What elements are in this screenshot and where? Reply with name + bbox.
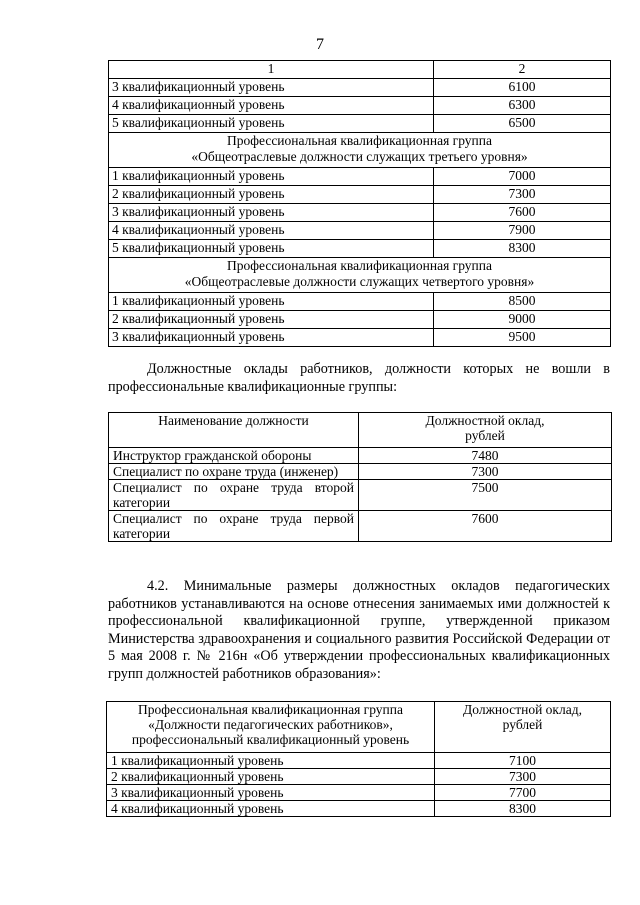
- qualification-level: 3 квалификационный уровень: [109, 204, 434, 222]
- table-row: [109, 293, 611, 311]
- table-row: [109, 186, 611, 204]
- table-row: [109, 311, 611, 329]
- salary-value: 8300: [434, 240, 611, 258]
- salary-value: 7600: [434, 204, 611, 222]
- group-subtitle: «Общеотраслевые должности служащих четвертого уровня»: [184, 274, 535, 289]
- table-row: [109, 464, 612, 480]
- salary-value: 9000: [434, 311, 611, 329]
- qualification-level: 1 квалификационный уровень: [107, 753, 435, 769]
- salary-value: 7300: [435, 769, 611, 785]
- position-name: Инструктор гражданской обороны: [109, 448, 359, 464]
- table-header-row: [109, 61, 611, 79]
- qualification-level: 2 квалификационный уровень: [109, 311, 434, 329]
- table-row: [109, 222, 611, 240]
- salary-value: 7000: [434, 168, 611, 186]
- salary-value: 8300: [435, 801, 611, 817]
- header-position: Наименование должности: [109, 413, 359, 448]
- table-row: [109, 240, 611, 258]
- salary-value: 7700: [435, 785, 611, 801]
- qualification-level: 2 квалификационный уровень: [107, 769, 435, 785]
- table-header-row: [109, 413, 612, 448]
- group-subtitle: «Общеотраслевые должности служащих третьего уровня»: [191, 149, 528, 164]
- salary-value: 7300: [359, 464, 612, 480]
- salary-value: 7100: [435, 753, 611, 769]
- header-salary: Должностной оклад, рублей: [435, 702, 611, 753]
- salary-table-pedagogical: [106, 701, 611, 817]
- qualification-level: 3 квалификационный уровень: [109, 329, 434, 347]
- salary-value: 7600: [359, 511, 612, 542]
- table-header-row: [107, 702, 611, 753]
- position-name: Специалист по охране труда первой категории: [109, 511, 359, 542]
- qualification-level: 5 квалификационный уровень: [109, 240, 434, 258]
- table-row: [109, 168, 611, 186]
- salary-value: 7500: [359, 480, 612, 511]
- group-title: Профессиональная квалификационная группа: [227, 133, 492, 148]
- table-row: [107, 785, 611, 801]
- salary-value: 8500: [434, 293, 611, 311]
- qualification-level: 3 квалификационный уровень: [109, 79, 434, 97]
- table-row: [107, 801, 611, 817]
- position-name: Специалист по охране труда (инженер): [109, 464, 359, 480]
- salary-value: 7300: [434, 186, 611, 204]
- group-title: Профессиональная квалификационная группа: [227, 258, 492, 273]
- group-header-row: [109, 258, 611, 293]
- group-header-fourth-level: [109, 258, 611, 293]
- table-row: [109, 97, 611, 115]
- position-name: Специалист по охране труда второй категории: [109, 480, 359, 511]
- salary-value: 6500: [434, 115, 611, 133]
- column-number-2: 2: [434, 61, 611, 79]
- table-row: [109, 329, 611, 347]
- header-salary: Должностной оклад, рублей: [359, 413, 612, 448]
- paragraph-pedagogical-workers: 4.2. Минимальные размеры должностных окладов педагогических работников устанавливаются на основе отнесения занимаемых ими должностей к профессиональной квалификационной группе, утвержденной приказом Министерства здравоохранения и социального развития Российской Федерации от 5 мая 2008 г. № 216н «Об утверждении профессиональных квалификационных групп должностей работников образования»:: [108, 578, 610, 682]
- column-number-1: 1: [109, 61, 434, 79]
- table-row: [107, 753, 611, 769]
- paragraph-unlisted-positions: Должностные оклады работников, должности которых не вошли в профессиональные квалификационные группы:: [108, 361, 610, 395]
- group-header-row: [109, 133, 611, 168]
- salary-value: 6300: [434, 97, 611, 115]
- group-header-third-level: [109, 133, 611, 168]
- table-row: [109, 511, 612, 542]
- qualification-level: 3 квалификационный уровень: [107, 785, 435, 801]
- salary-value: 7480: [359, 448, 612, 464]
- table-row: [109, 480, 612, 511]
- table-row: [109, 79, 611, 97]
- qualification-level: 2 квалификационный уровень: [109, 186, 434, 204]
- salary-value: 7900: [434, 222, 611, 240]
- salary-value: 6100: [434, 79, 611, 97]
- table-row: [109, 448, 612, 464]
- salary-table-general-positions: [108, 60, 611, 347]
- qualification-level: 4 квалификационный уровень: [107, 801, 435, 817]
- qualification-level: 1 квалификационный уровень: [109, 168, 434, 186]
- qualification-level: 4 квалификационный уровень: [109, 97, 434, 115]
- table-row: [109, 204, 611, 222]
- qualification-level: 4 квалификационный уровень: [109, 222, 434, 240]
- salary-table-unlisted-positions: [108, 412, 612, 542]
- qualification-level: 1 квалификационный уровень: [109, 293, 434, 311]
- table-row: [109, 115, 611, 133]
- page-number: 7: [316, 36, 324, 53]
- qualification-level: 5 квалификационный уровень: [109, 115, 434, 133]
- table-row: [107, 769, 611, 785]
- salary-value: 9500: [434, 329, 611, 347]
- header-group: Профессиональная квалификационная группа «Должности педагогических работников», профессиональный квалификационный уровень: [107, 702, 435, 753]
